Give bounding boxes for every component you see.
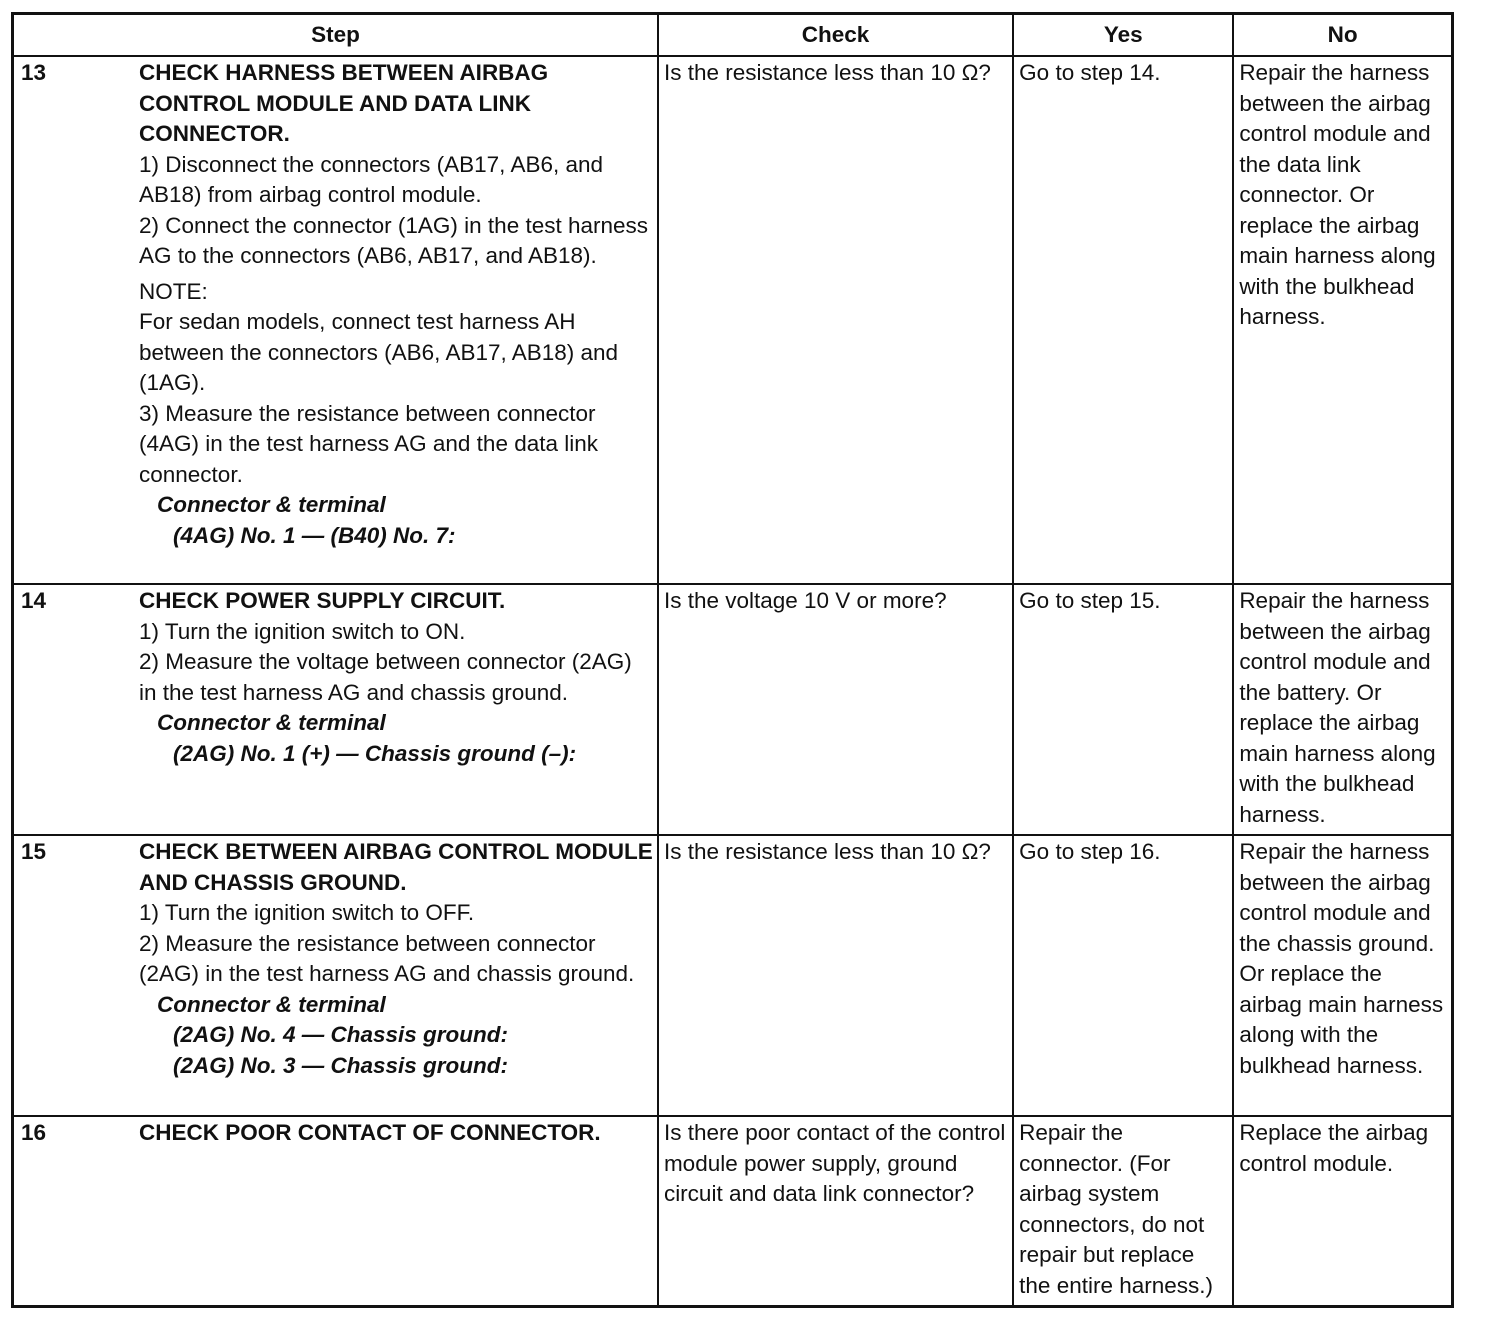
note-label: NOTE: xyxy=(139,278,208,304)
step-number: 14 xyxy=(21,588,47,613)
no-cell: Repair the harness between the airbag control module and the battery. Or replace the airbag main harness along with the bulkhead harness. xyxy=(1233,584,1452,835)
instruction: 2) Measure the resistance between connector (2AG) in the test harness AG and chassis ground. xyxy=(139,930,635,986)
header-yes: Yes xyxy=(1013,14,1233,57)
no-cell: Repair the harness between the airbag control module and the chassis ground. Or replace the airbag main harness along with the bulkhead harness. xyxy=(1233,835,1452,1116)
step-cell xyxy=(13,56,658,584)
check-cell: Is the resistance less than 10 Ω? xyxy=(658,56,1013,584)
header-step: Step xyxy=(13,14,658,57)
instruction: 1) Disconnect the connectors (AB17, AB6, and AB18) from airbag control module. xyxy=(139,151,604,207)
instruction: 2) Connect the connector (1AG) in the test harness AG to the connectors (AB6, AB17, and AB18). xyxy=(139,212,649,268)
terminal-line: (2AG) No. 1 (+) — Chassis ground (–): xyxy=(173,740,577,766)
instruction: 2) Measure the voltage between connector (2AG) in the test harness AG and chassis ground. xyxy=(139,649,632,705)
step-cell xyxy=(13,835,658,1116)
no-cell: Repair the harness between the airbag control module and the data link connector. Or replace the airbag main harness along with the bulkhead harness. xyxy=(1233,56,1452,584)
header-check: Check xyxy=(658,14,1013,57)
step-number: 16 xyxy=(21,1120,47,1145)
header-row xyxy=(13,14,1453,57)
terminal-line: (2AG) No. 3 — Chassis ground: xyxy=(173,1052,509,1078)
table-row xyxy=(13,584,1453,835)
header-no: No xyxy=(1233,14,1452,57)
step-number: 15 xyxy=(21,839,47,864)
table-row xyxy=(13,1116,1453,1307)
table-row xyxy=(13,56,1453,584)
check-cell: Is the resistance less than 10 Ω? xyxy=(658,835,1013,1116)
note-text: For sedan models, connect test harness AH between the connectors (AB6, AB17, AB18) and (1AG). xyxy=(139,309,619,395)
step-title: CHECK HARNESS BETWEEN AIRBAG CONTROL MODULE AND DATA LINK CONNECTOR. xyxy=(139,60,549,146)
check-cell: Is the voltage 10 V or more? xyxy=(658,584,1013,835)
no-cell: Replace the airbag control module. xyxy=(1233,1116,1452,1307)
terminal-label: Connector & terminal xyxy=(157,492,386,517)
instruction: 1) Turn the ignition switch to ON. xyxy=(139,618,466,644)
step-number: 13 xyxy=(21,60,47,85)
terminal-line: (4AG) No. 1 — (B40) No. 7: xyxy=(173,522,456,548)
terminal-label: Connector & terminal xyxy=(157,991,386,1017)
step-title: CHECK BETWEEN AIRBAG CONTROL MODULE AND CHASSIS GROUND. xyxy=(139,839,653,895)
terminal-label: Connector & terminal xyxy=(157,710,386,735)
step-cell xyxy=(13,584,658,835)
table-row xyxy=(13,835,1453,1116)
instruction: 3) Measure the resistance between connector (4AG) in the test harness AG and the data link connector. xyxy=(139,400,599,487)
instruction: 1) Turn the ignition switch to OFF. xyxy=(139,900,475,925)
step-title: CHECK POWER SUPPLY CIRCUIT. xyxy=(139,588,506,613)
diagnostic-table xyxy=(11,12,1454,1308)
step-title: CHECK POOR CONTACT OF CONNECTOR. xyxy=(139,1120,601,1145)
step-cell xyxy=(13,1116,658,1307)
check-cell: Is there poor contact of the control module power supply, ground circuit and data link connector? xyxy=(658,1116,1013,1307)
yes-cell: Go to step 15. xyxy=(1013,584,1233,835)
terminal-line: (2AG) No. 4 — Chassis ground: xyxy=(173,1022,509,1047)
yes-cell: Repair the connector. (For airbag system connectors, do not repair but replace the entire harness.) xyxy=(1013,1116,1233,1307)
yes-cell: Go to step 14. xyxy=(1013,56,1233,584)
yes-cell: Go to step 16. xyxy=(1013,835,1233,1116)
